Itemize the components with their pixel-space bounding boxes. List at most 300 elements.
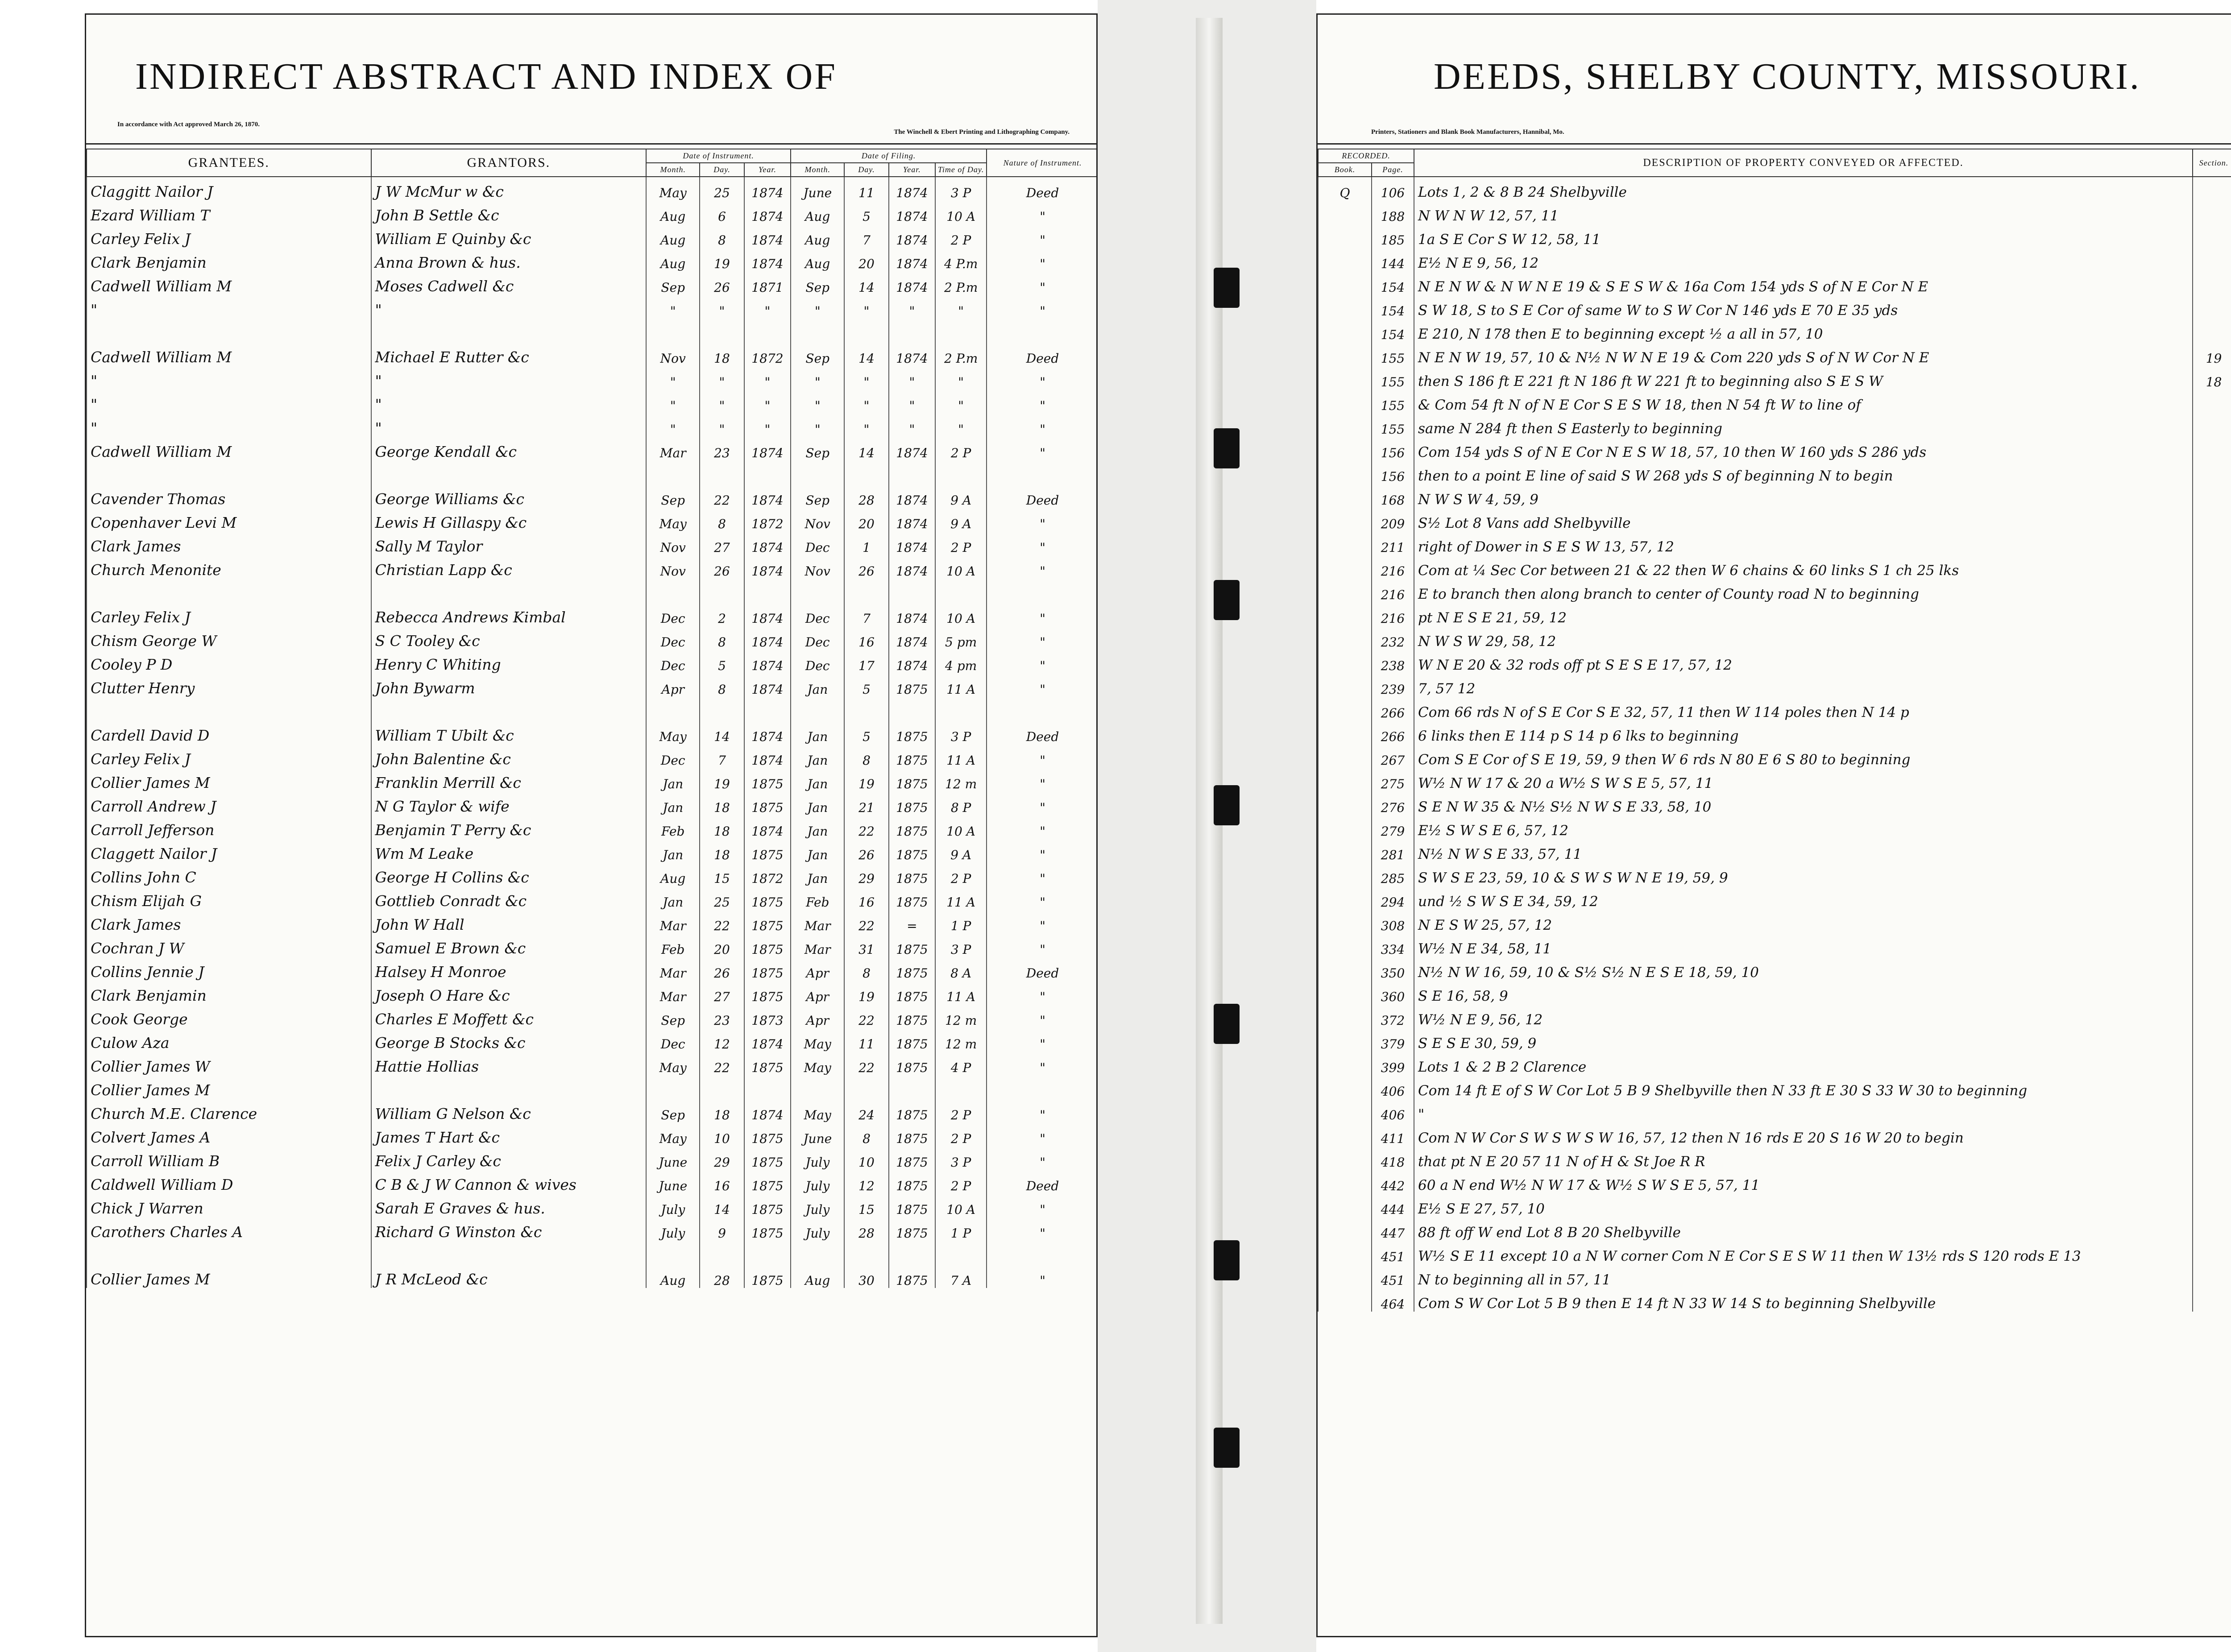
time-of-day-cell: 2 P (935, 224, 987, 248)
index-row (87, 910, 1098, 933)
property-row (1318, 366, 2231, 389)
instrument-day-cell: 14 (700, 720, 744, 744)
time-of-day-cell: 2 P (935, 862, 987, 886)
description-cell: E½ S W S E 6, 57, 12 (1414, 815, 2193, 839)
description-cell: Com S E Cor of S E 19, 59, 9 then W 6 rds N 80 E 6 S 80 to beginning (1414, 744, 2193, 768)
index-row (87, 579, 1098, 602)
time-of-day-cell: 2 P (935, 1170, 987, 1193)
time-of-day-cell: " (935, 366, 987, 389)
filing-day-cell (844, 319, 888, 342)
description-cell: then S 186 ft E 221 ft N 186 ft W 221 ft to beginning also S E S W (1414, 366, 2193, 389)
instrument-day-cell: 18 (700, 791, 744, 815)
grantor-cell (371, 1241, 647, 1264)
description-cell: W½ N E 34, 58, 11 (1414, 933, 2193, 957)
time-of-day-cell: 1 P (935, 910, 987, 933)
filing-month-cell: Sep (791, 484, 844, 508)
grantor-cell: Henry C Whiting (371, 650, 647, 673)
book-cell (1318, 839, 1372, 862)
instrument-year-cell: 1875 (744, 1052, 791, 1075)
filing-day-cell: 16 (844, 886, 888, 910)
grantee-cell (87, 319, 371, 342)
filing-month-cell: " (791, 389, 844, 413)
description-cell: E½ S E 27, 57, 10 (1414, 1193, 2193, 1217)
property-row (1318, 910, 2231, 933)
book-cell (1318, 508, 1372, 531)
index-row (87, 389, 1098, 413)
property-row (1318, 460, 2231, 484)
instrument-month-cell: Feb (646, 933, 700, 957)
instrument-year-cell: 1872 (744, 862, 791, 886)
grantor-cell: Hattie Hollias (371, 1052, 647, 1075)
grantee-cell: Ezard William T (87, 200, 371, 224)
description-cell: N E N W & N W N E 19 & S E S W & 16a Com 154 yds S of N E Cor N E (1414, 271, 2193, 295)
description-cell: & Com 54 ft N of N E Cor S E S W 18, then N 54 ft W to line of (1414, 389, 2193, 413)
grantor-cell: Richard G Winston &c (371, 1217, 647, 1241)
description-cell: S E N W 35 & N½ S½ N W S E 33, 58, 10 (1414, 791, 2193, 815)
page-cell: 379 (1372, 1028, 1414, 1052)
description-cell: 7, 57 12 (1414, 673, 2193, 697)
description-cell: Com N W Cor S W S W S W 16, 57, 12 then N 16 rds E 20 S 16 W 20 to begin (1414, 1122, 2193, 1146)
description-cell: Com 14 ft E of S W Cor Lot 5 B 9 Shelbyville then N 33 ft E 30 S 33 W 30 to beginning (1414, 1075, 2193, 1099)
index-row (87, 1052, 1098, 1075)
property-row (1318, 1122, 2231, 1146)
instrument-day-header: Day. (700, 163, 744, 177)
property-row (1318, 720, 2231, 744)
grantee-cell: Clark Benjamin (87, 981, 371, 1004)
index-row (87, 1146, 1098, 1170)
grantor-cell: Charles E Moffett &c (371, 1004, 647, 1028)
filing-month-cell: Dec (791, 626, 844, 650)
instrument-day-cell: 19 (700, 768, 744, 791)
section-cell (2193, 460, 2231, 484)
filing-year-cell: 1875 (889, 886, 936, 910)
filing-month-cell: Sep (791, 437, 844, 460)
page-cell: 451 (1372, 1264, 1414, 1288)
filing-day-cell: 8 (844, 1122, 888, 1146)
grantor-cell: Samuel E Brown &c (371, 933, 647, 957)
filing-month-cell: Jan (791, 768, 844, 791)
instrument-month-cell: Aug (646, 1264, 700, 1288)
filing-year-cell (889, 460, 936, 484)
instrument-month-cell (646, 579, 700, 602)
section-cell (2193, 886, 2231, 910)
property-row (1318, 981, 2231, 1004)
book-cell (1318, 460, 1372, 484)
grantor-cell: William T Ubilt &c (371, 720, 647, 744)
filing-month-cell: Aug (791, 248, 844, 271)
instrument-day-cell: 14 (700, 1193, 744, 1217)
instrument-month-cell: " (646, 295, 700, 319)
page-cell: 216 (1372, 602, 1414, 626)
filing-month-cell: May (791, 1052, 844, 1075)
instrument-year-header: Year. (744, 163, 791, 177)
binding-hole (1214, 1004, 1240, 1044)
grantee-cell: Cardell David D (87, 720, 371, 744)
description-cell: N½ N W 16, 59, 10 & S½ S½ N E S E 18, 59, 10 (1414, 957, 2193, 981)
left-ledger-page (85, 13, 1098, 1637)
grantee-cell: Carroll William B (87, 1146, 371, 1170)
index-row (87, 744, 1098, 768)
instrument-month-cell: " (646, 413, 700, 437)
description-cell: E 210, N 178 then E to beginning except ½ a all in 57, 10 (1414, 319, 2193, 342)
filing-day-cell: " (844, 366, 888, 389)
index-row (87, 697, 1098, 720)
time-of-day-cell (935, 697, 987, 720)
instrument-month-cell: May (646, 177, 700, 200)
time-of-day-cell: 8 A (935, 957, 987, 981)
filing-year-cell: 1874 (889, 626, 936, 650)
description-cell: S W S E 23, 59, 10 & S W S W N E 19, 59, 9 (1414, 862, 2193, 886)
section-cell (2193, 1193, 2231, 1217)
time-of-day-cell: 10 A (935, 602, 987, 626)
page-cell: 275 (1372, 768, 1414, 791)
description-cell: Com at ¼ Sec Cor between 21 & 22 then W 6 chains & 60 links S 1 ch 25 lks (1414, 555, 2193, 579)
grantor-cell: George H Collins &c (371, 862, 647, 886)
filing-day-cell: 8 (844, 957, 888, 981)
description-cell: und ½ S W S E 34, 59, 12 (1414, 886, 2193, 910)
instrument-day-cell: 26 (700, 555, 744, 579)
grantee-cell: Cook George (87, 1004, 371, 1028)
time-of-day-cell: 11 A (935, 886, 987, 910)
instrument-year-cell (744, 579, 791, 602)
instrument-month-cell (646, 697, 700, 720)
grantee-cell: Carley Felix J (87, 744, 371, 768)
filing-day-cell: 21 (844, 791, 888, 815)
date-of-instrument-header: Date of Instrument. (646, 149, 791, 163)
description-cell: N E S W 25, 57, 12 (1414, 910, 2193, 933)
filing-month-header: Month. (791, 163, 844, 177)
book-cell (1318, 555, 1372, 579)
book-cell (1318, 957, 1372, 981)
instrument-year-cell: 1875 (744, 1217, 791, 1241)
time-of-day-cell: 2 P (935, 1099, 987, 1122)
description-cell: " (1414, 1099, 2193, 1122)
instrument-month-cell: Sep (646, 484, 700, 508)
section-cell (2193, 602, 2231, 626)
filing-year-cell: 1874 (889, 508, 936, 531)
book-cell (1318, 248, 1372, 271)
index-row (87, 555, 1098, 579)
instrument-month-cell: June (646, 1146, 700, 1170)
time-of-day-cell (935, 1075, 987, 1099)
instrument-year-cell: 1874 (744, 673, 791, 697)
property-row (1318, 248, 2231, 271)
time-of-day-cell: 3 P (935, 1146, 987, 1170)
grantor-cell: George Kendall &c (371, 437, 647, 460)
section-cell (2193, 650, 2231, 673)
filing-month-cell: Aug (791, 224, 844, 248)
filing-month-cell: Jan (791, 862, 844, 886)
filing-month-cell: Jan (791, 720, 844, 744)
binding-hole (1214, 268, 1240, 308)
index-table (86, 149, 1098, 1288)
grantor-cell: James T Hart &c (371, 1122, 647, 1146)
page-cell: 281 (1372, 839, 1414, 862)
page-cell: 451 (1372, 1241, 1414, 1264)
index-row (87, 248, 1098, 271)
index-row (87, 957, 1098, 981)
instrument-year-cell: 1872 (744, 508, 791, 531)
section-cell (2193, 579, 2231, 602)
index-row (87, 342, 1098, 366)
grantee-cell: Caldwell William D (87, 1170, 371, 1193)
section-cell (2193, 413, 2231, 437)
filing-year-cell: 1875 (889, 720, 936, 744)
instrument-day-cell: 18 (700, 815, 744, 839)
description-cell: 1a S E Cor S W 12, 58, 11 (1414, 224, 2193, 248)
nature-cell: Deed (987, 342, 1098, 366)
instrument-day-cell: 8 (700, 626, 744, 650)
instrument-day-cell: " (700, 366, 744, 389)
grantee-cell: Copenhaver Levi M (87, 508, 371, 531)
filing-day-cell: 22 (844, 910, 888, 933)
page-cell: 447 (1372, 1217, 1414, 1241)
book-cell (1318, 1170, 1372, 1193)
filing-day-cell: 19 (844, 981, 888, 1004)
section-cell (2193, 815, 2231, 839)
instrument-year-cell: " (744, 389, 791, 413)
instrument-day-cell: 18 (700, 342, 744, 366)
index-row (87, 1099, 1098, 1122)
nature-cell: " (987, 1099, 1098, 1122)
filing-year-cell: 1875 (889, 1099, 936, 1122)
nature-cell: " (987, 673, 1098, 697)
instrument-month-cell: May (646, 1052, 700, 1075)
page-cell: 238 (1372, 650, 1414, 673)
nature-cell: " (987, 791, 1098, 815)
time-of-day-cell: 4 P (935, 1052, 987, 1075)
book-cell (1318, 319, 1372, 342)
page-cell: 155 (1372, 389, 1414, 413)
instrument-year-cell: 1875 (744, 768, 791, 791)
description-cell: S W 18, S to S E Cor of same W to S W Cor N 146 yds E 70 E 35 yds (1414, 295, 2193, 319)
book-cell (1318, 579, 1372, 602)
instrument-day-cell: 6 (700, 200, 744, 224)
time-of-day-cell: 5 pm (935, 626, 987, 650)
page-cell: 266 (1372, 697, 1414, 720)
book-cell (1318, 200, 1372, 224)
time-of-day-cell: 10 A (935, 200, 987, 224)
instrument-day-cell: 26 (700, 271, 744, 295)
description-cell: 60 a N end W½ N W 17 & W½ S W S E 5, 57, 11 (1414, 1170, 2193, 1193)
book-cell (1318, 815, 1372, 839)
description-cell: 6 links then E 114 p S 14 p 6 lks to beginning (1414, 720, 2193, 744)
page-cell: 216 (1372, 555, 1414, 579)
property-row (1318, 1004, 2231, 1028)
index-row (87, 768, 1098, 791)
instrument-year-cell: 1874 (744, 555, 791, 579)
filing-day-cell: 14 (844, 271, 888, 295)
filing-day-cell: 20 (844, 508, 888, 531)
grantee-cell: Church M.E. Clarence (87, 1099, 371, 1122)
grantor-cell (371, 697, 647, 720)
nature-cell: " (987, 839, 1098, 862)
instrument-day-cell: 9 (700, 1217, 744, 1241)
book-cell (1318, 602, 1372, 626)
property-row (1318, 1028, 2231, 1052)
filing-day-cell: 24 (844, 1099, 888, 1122)
property-row (1318, 1288, 2231, 1312)
nature-header: Nature of Instrument. (987, 149, 1098, 177)
instrument-day-cell: 8 (700, 673, 744, 697)
time-of-day-cell: 2 P (935, 437, 987, 460)
book-cell (1318, 1288, 1372, 1312)
nature-cell: " (987, 981, 1098, 1004)
filing-year-cell: 1874 (889, 484, 936, 508)
time-of-day-cell: 12 m (935, 1028, 987, 1052)
filing-day-cell: 12 (844, 1170, 888, 1193)
filing-day-cell: 7 (844, 224, 888, 248)
grantor-cell: Benjamin T Perry &c (371, 815, 647, 839)
page-cell: 156 (1372, 460, 1414, 484)
filing-year-cell: 1874 (889, 531, 936, 555)
filing-month-cell: Mar (791, 933, 844, 957)
book-cell (1318, 981, 1372, 1004)
grantor-cell: George B Stocks &c (371, 1028, 647, 1052)
time-of-day-cell: 10 A (935, 1193, 987, 1217)
binding-hole (1214, 1428, 1240, 1468)
filing-day-cell: 26 (844, 839, 888, 862)
filing-day-cell: 10 (844, 1146, 888, 1170)
instrument-month-cell: May (646, 1122, 700, 1146)
section-cell (2193, 1099, 2231, 1122)
property-row (1318, 626, 2231, 650)
property-row (1318, 531, 2231, 555)
page-cell: 406 (1372, 1075, 1414, 1099)
grantee-cell: Colvert James A (87, 1122, 371, 1146)
filing-month-cell: Nov (791, 508, 844, 531)
nature-cell: " (987, 768, 1098, 791)
grantor-cell: " (371, 366, 647, 389)
property-row (1318, 1099, 2231, 1122)
instrument-year-cell: 1874 (744, 650, 791, 673)
instrument-day-cell: 18 (700, 839, 744, 862)
grantor-cell: Moses Cadwell &c (371, 271, 647, 295)
description-cell: pt N E S E 21, 59, 12 (1414, 602, 2193, 626)
instrument-year-cell (744, 460, 791, 484)
nature-cell: " (987, 910, 1098, 933)
description-cell: N½ N W S E 33, 57, 11 (1414, 839, 2193, 862)
filing-month-cell: Jan (791, 815, 844, 839)
nature-cell: Deed (987, 1170, 1098, 1193)
instrument-day-cell: 8 (700, 224, 744, 248)
filing-month-cell (791, 460, 844, 484)
instrument-month-cell: Mar (646, 910, 700, 933)
section-cell (2193, 957, 2231, 981)
description-cell: E½ N E 9, 56, 12 (1414, 248, 2193, 271)
section-cell (2193, 271, 2231, 295)
index-row (87, 626, 1098, 650)
description-cell: that pt N E 20 57 11 N of H & St Joe R R (1414, 1146, 2193, 1170)
instrument-month-cell: Feb (646, 815, 700, 839)
index-row (87, 1170, 1098, 1193)
instrument-day-cell: 26 (700, 957, 744, 981)
grantee-cell: " (87, 413, 371, 437)
grantor-cell: Sally M Taylor (371, 531, 647, 555)
section-cell (2193, 1241, 2231, 1264)
book-cell (1318, 626, 1372, 650)
section-cell (2193, 1217, 2231, 1241)
filing-month-cell: Dec (791, 602, 844, 626)
nature-cell: " (987, 1217, 1098, 1241)
instrument-year-cell: 1875 (744, 886, 791, 910)
grantee-cell: Clutter Henry (87, 673, 371, 697)
section-cell (2193, 508, 2231, 531)
index-row (87, 484, 1098, 508)
nature-cell: " (987, 626, 1098, 650)
book-cell (1318, 791, 1372, 815)
time-of-day-cell: 4 P.m (935, 248, 987, 271)
filing-year-header: Year. (889, 163, 936, 177)
filing-year-cell: 1874 (889, 200, 936, 224)
instrument-day-cell: 27 (700, 531, 744, 555)
filing-month-cell: June (791, 177, 844, 200)
page-cell: 308 (1372, 910, 1414, 933)
filing-day-cell: 22 (844, 1004, 888, 1028)
filing-month-cell: July (791, 1193, 844, 1217)
instrument-day-cell: 22 (700, 1052, 744, 1075)
filing-year-cell: 1875 (889, 839, 936, 862)
page-cell: 209 (1372, 508, 1414, 531)
nature-cell: " (987, 389, 1098, 413)
time-of-day-cell (935, 579, 987, 602)
time-of-day-cell: 2 P (935, 531, 987, 555)
section-cell (2193, 484, 2231, 508)
time-of-day-cell: 11 A (935, 673, 987, 697)
instrument-day-cell: 25 (700, 886, 744, 910)
grantee-cell: Clark James (87, 531, 371, 555)
description-cell: N W S W 4, 59, 9 (1414, 484, 2193, 508)
instrument-year-cell: 1875 (744, 839, 791, 862)
filing-day-cell: 1 (844, 531, 888, 555)
page-cell: 350 (1372, 957, 1414, 981)
page-cell: 155 (1372, 413, 1414, 437)
property-row (1318, 815, 2231, 839)
section-cell (2193, 1004, 2231, 1028)
filing-day-cell: 8 (844, 744, 888, 768)
filing-year-cell: " (889, 413, 936, 437)
page-cell: 266 (1372, 720, 1414, 744)
property-row (1318, 200, 2231, 224)
property-row (1318, 1241, 2231, 1264)
filing-year-cell: 1874 (889, 555, 936, 579)
section-cell (2193, 1052, 2231, 1075)
book-cell (1318, 933, 1372, 957)
grantee-cell: Cochran J W (87, 933, 371, 957)
filing-day-cell: 11 (844, 1028, 888, 1052)
binding-hole (1214, 580, 1240, 620)
nature-cell: " (987, 886, 1098, 910)
index-row (87, 200, 1098, 224)
time-of-day-cell: 9 A (935, 839, 987, 862)
instrument-day-cell: 22 (700, 910, 744, 933)
filing-month-cell: " (791, 295, 844, 319)
page-cell: 418 (1372, 1146, 1414, 1170)
instrument-year-cell: 1874 (744, 177, 791, 200)
filing-day-cell: 28 (844, 484, 888, 508)
time-of-day-cell: 2 P.m (935, 271, 987, 295)
instrument-year-cell: 1874 (744, 224, 791, 248)
grantee-cell: " (87, 366, 371, 389)
nature-cell: " (987, 815, 1098, 839)
grantee-cell: " (87, 295, 371, 319)
nature-cell (987, 460, 1098, 484)
nature-cell: " (987, 508, 1098, 531)
grantee-cell: Collins Jennie J (87, 957, 371, 981)
instrument-month-cell: Mar (646, 437, 700, 460)
time-of-day-cell: 9 A (935, 508, 987, 531)
page-cell: 239 (1372, 673, 1414, 697)
